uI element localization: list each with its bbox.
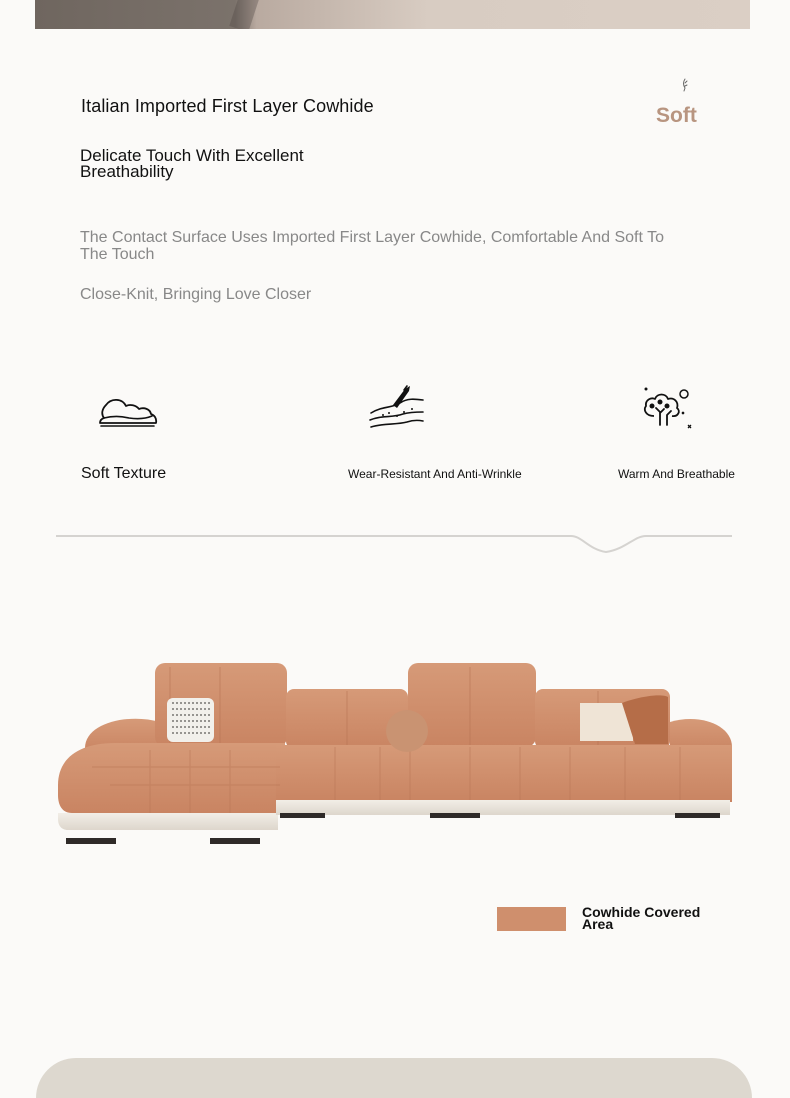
sectional-sofa-image [50, 655, 740, 855]
cloud-icon [96, 385, 160, 435]
pen-icon [365, 381, 429, 431]
feature-label-wear-resistant: Wear-Resistant And Anti-Wrinkle [348, 467, 522, 481]
headline: Italian Imported First Layer Cowhide [81, 96, 374, 116]
cowhide-legend-swatch [497, 907, 566, 931]
section-divider [56, 525, 732, 555]
feature-label-soft-texture: Soft Texture [81, 465, 167, 482]
soft-badge [655, 78, 705, 132]
feature-label-warm-breathable: Warm And Breathable [618, 467, 735, 481]
soft-label: Soft [656, 104, 697, 127]
description-secondary: Close-Knit, Bringing Love Closer [80, 286, 312, 303]
description-primary: The Contact Surface Uses Imported First Layer Cowhide, Comfortable And Soft To The Touch [80, 229, 664, 263]
feather-icon [681, 78, 689, 92]
top-photo [35, 0, 750, 29]
next-section-card [36, 1058, 752, 1098]
tree-icon [636, 382, 700, 432]
cowhide-legend-label: Cowhide Covered Area [582, 904, 701, 932]
subheadline: Delicate Touch With Excellent Breathability [80, 146, 304, 181]
